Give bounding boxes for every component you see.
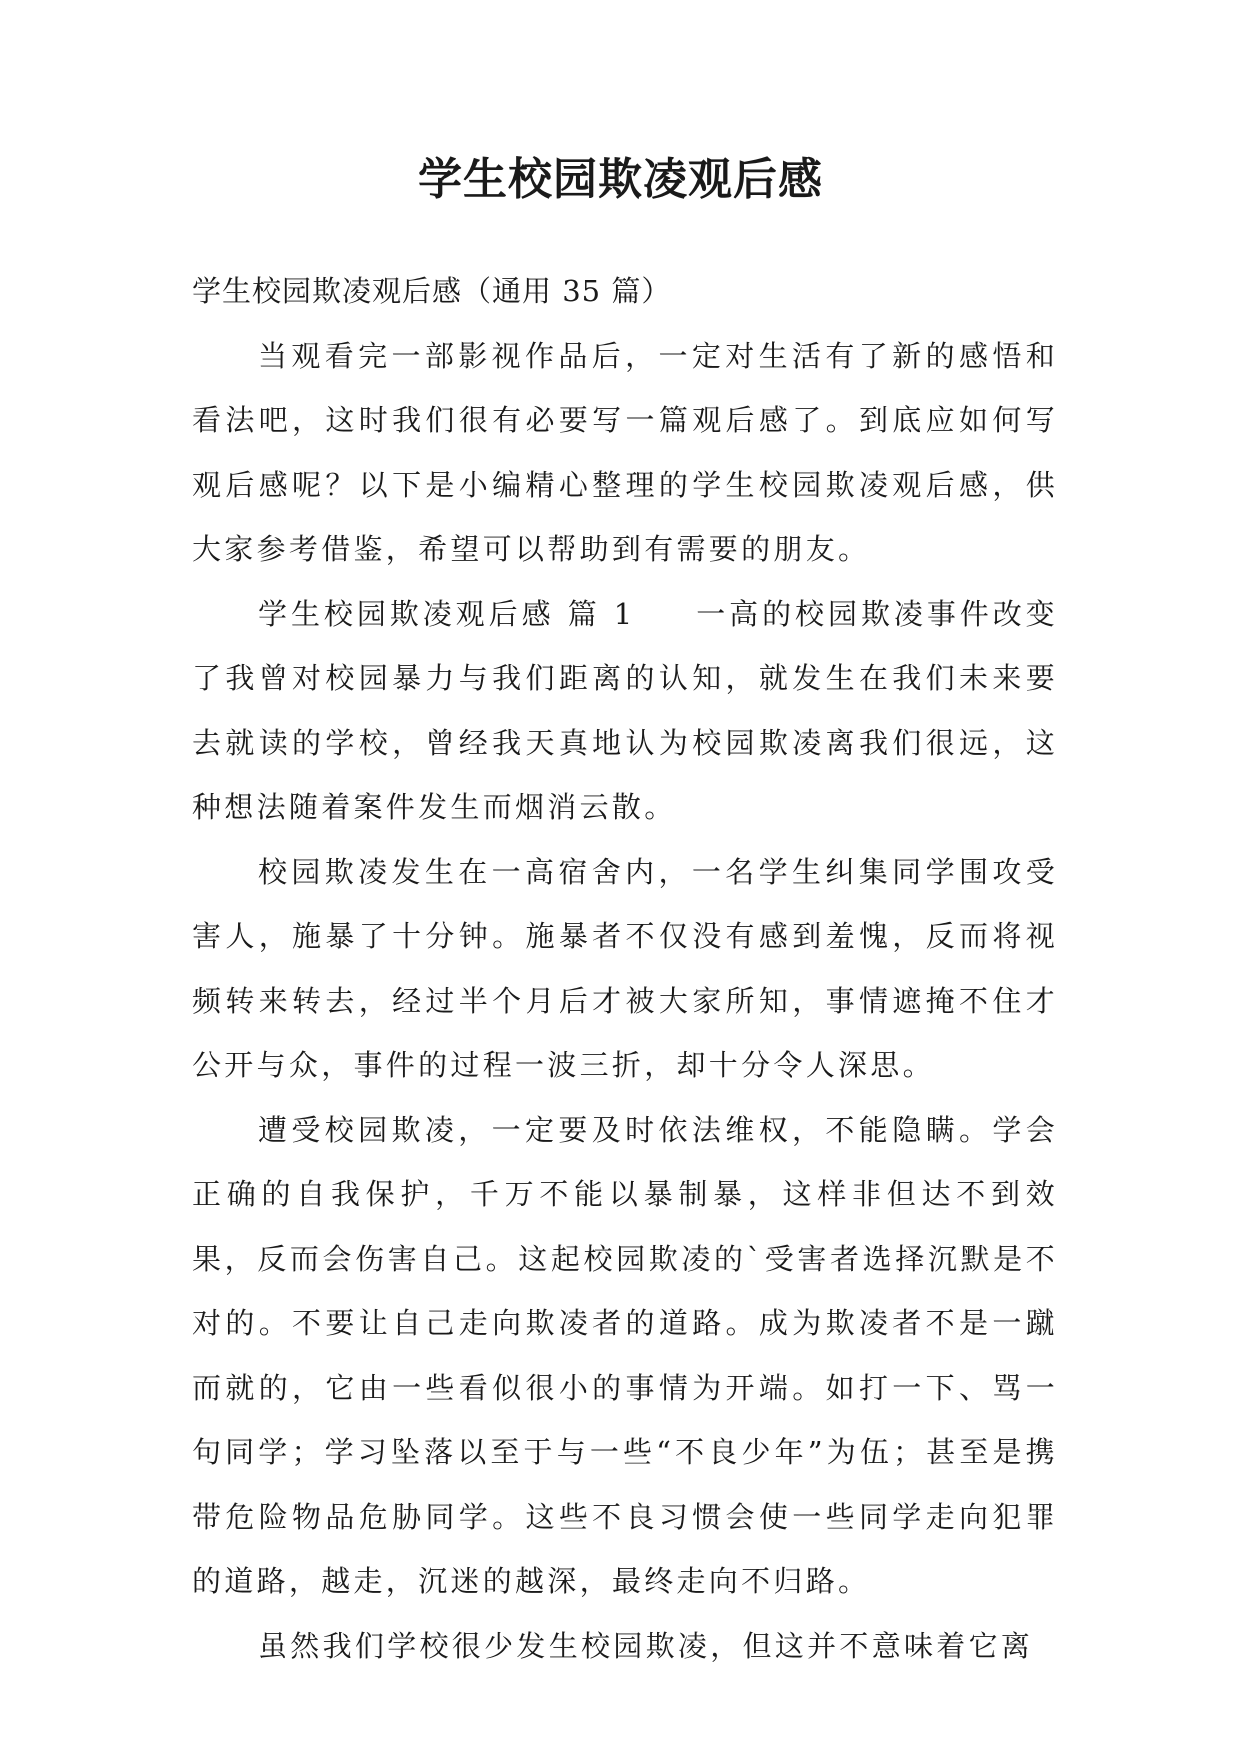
- body-paragraph-2: 校园欺凌发生在一高宿舍内，一名学生纠集同学围攻受害人，施暴了十分钟。施暴者不仅没有感到羞愧，反而将视频转来转去，经过半个月后才被大家所知，事情遮掩不住才公开与众，事件的过程一波三折，却十分令人深思。: [192, 854, 1058, 1082]
- document-title: 学生校园欺凌观后感: [418, 154, 823, 205]
- section-1-text: 一高的校园欺凌事件改变了我曾对校园暴力与我们距离的认知，就发生在我们未来要去就读的学校，曾经我天真地认为校园欺凌离我们很远，这种想法随着案件发生而烟消云散。: [192, 596, 1058, 824]
- body-paragraph-3: 遭受校园欺凌，一定要及时依法维权，不能隐瞒。学会正确的自我保护，千万不能以暴制暴，这样非但达不到效果，反而会伤害自己。这起校园欺凌的`受害者选择沉默是不对的。不要让自己走向欺凌者的道路。成为欺凌者不是一蹴而就的，它由一些看似很小的事情为开端。如打一下、骂一句同学；学习坠落以至于与一些“不良少年”为伍；甚至是携带危险物品危胁同学。这些不良习惯会使一些同学走向犯罪的道路，越走，沉迷的越深，最终走向不归路。: [192, 1112, 1058, 1598]
- section-1-paragraph: [192, 582, 1058, 840]
- document-subtitle: 学生校园欺凌观后感（通用 35 篇）: [192, 274, 672, 308]
- document-body: [192, 259, 1058, 1678]
- body-paragraph-4: 虽然我们学校很少发生校园欺凌，但这并不意味着它离: [258, 1628, 1034, 1663]
- section-1-heading: 学生校园欺凌观后感 篇 1: [258, 596, 636, 631]
- intro-paragraph: 当观看完一部影视作品后，一定对生活有了新的感悟和看法吧，这时我们很有必要写一篇观后感了。到底应如何写观后感呢？以下是小编精心整理的学生校园欺凌观后感，供大家参考借鉴，希望可以帮助到有需要的朋友。: [192, 338, 1058, 566]
